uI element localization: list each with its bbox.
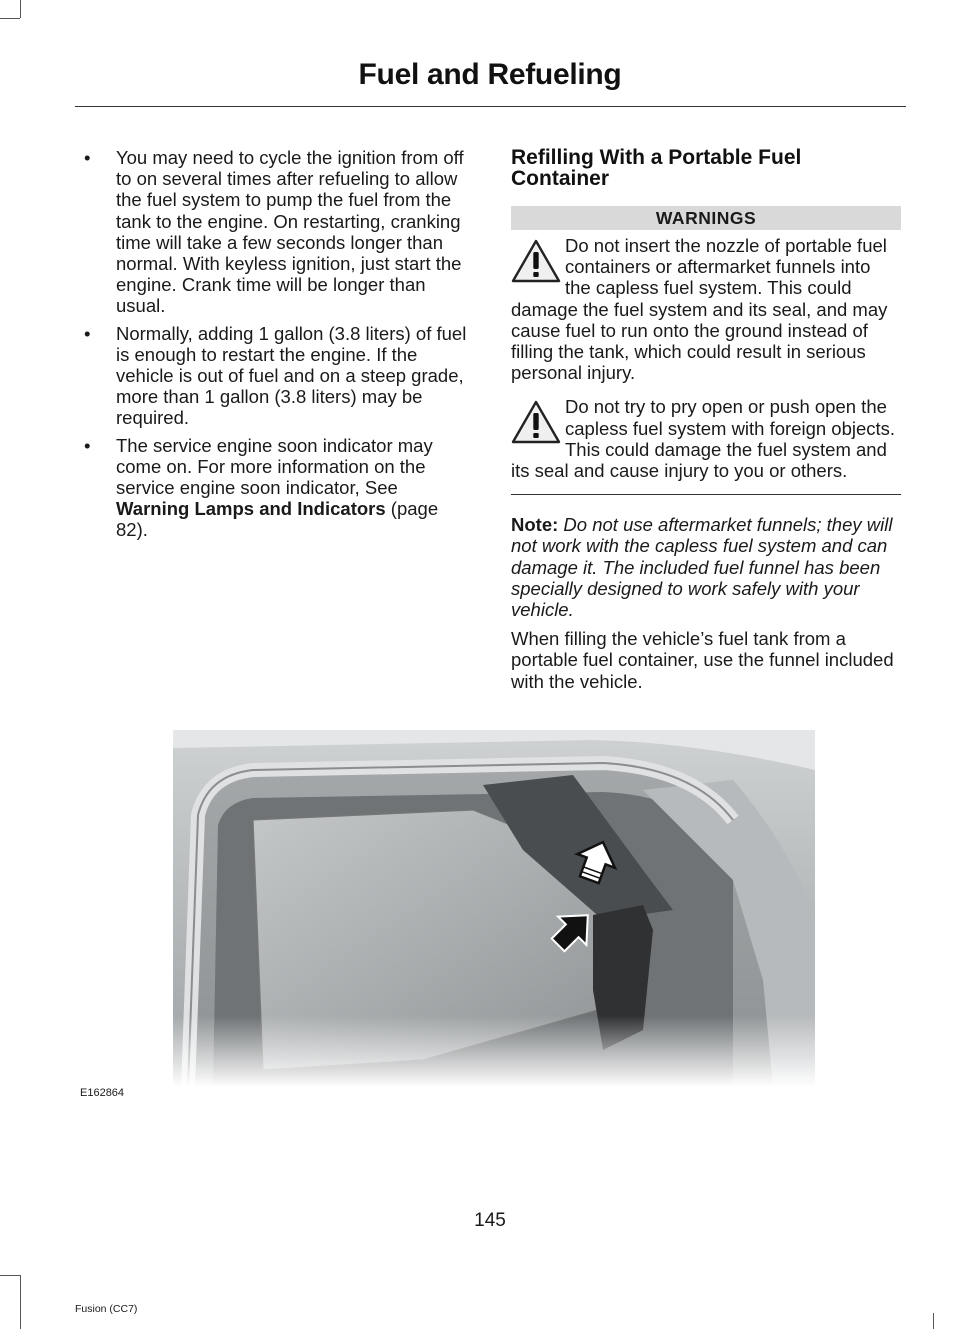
warning-block xyxy=(511,396,901,481)
warning-block xyxy=(511,235,901,383)
bullet-icon: • xyxy=(84,434,91,456)
crop-mark xyxy=(0,1275,20,1276)
right-column xyxy=(511,147,901,692)
body-paragraph: When filling the vehicle’s fuel tank from a portable fuel container, use the funnel included with the vehicle. xyxy=(511,628,894,692)
list-item-text: Normally, adding 1 gallon (3.8 liters) of fuel is enough to restart the engine. If the vehicle is out of fuel and on a steep grade, more than 1 gallon (3.8 liters) may be required. xyxy=(116,322,467,429)
bullet-icon: • xyxy=(84,147,91,168)
page-number: 145 xyxy=(474,1210,506,1231)
note xyxy=(511,514,901,620)
warning-triangle-icon xyxy=(511,400,561,444)
list-item xyxy=(75,147,475,317)
warnings-rule xyxy=(511,494,901,495)
crop-mark xyxy=(20,0,21,18)
page-title: Fuel and Refueling xyxy=(358,58,622,91)
list-item xyxy=(75,323,475,429)
figure-code: E162864 xyxy=(80,1087,125,1099)
page-reference: (page 82). xyxy=(116,498,439,541)
fuel-funnel-illustration xyxy=(173,730,815,1087)
warning-triangle-icon xyxy=(511,239,561,283)
warning-text: Do not try to pry open or push open the capless fuel system with foreign objects. This could damage the fuel system and its seal and cause injury to you or others. xyxy=(511,396,896,482)
cross-reference-link[interactable]: Warning Lamps and Indicators xyxy=(116,498,386,520)
title-rule xyxy=(75,106,906,107)
crop-mark xyxy=(0,18,20,19)
list-item-text: You may need to cycle the ignition from off to on several times after refueling to allow the fuel system to pump the fuel from the tank to the engine. On restarting, cranking time will take a few seconds longer than normal. With keyless ignition, just start the engine. Crank time will be longer than usual. xyxy=(116,147,464,317)
section-heading: Refilling With a Portable Fuel Container xyxy=(511,146,802,190)
bullet-icon: • xyxy=(84,322,91,344)
list-item xyxy=(75,435,475,541)
warnings-header: WARNINGS xyxy=(511,206,901,230)
crop-mark xyxy=(20,1275,21,1329)
list-item-text: The service engine soon indicator may come on. For more information on the service engine soon indicator, See xyxy=(116,434,433,499)
warning-text: Do not insert the nozzle of portable fuel containers or aftermarket funnels into the capless fuel system. This could damage the fuel system and its seal, and may cause fuel to run onto the ground instead of filling the tank, which could result in serious personal injury. xyxy=(511,235,888,384)
note-label: Note: xyxy=(511,514,559,536)
footer-model: Fusion (CC7) xyxy=(75,1303,138,1315)
crop-mark xyxy=(933,1313,934,1329)
note-text: Do not use aftermarket funnels; they will not work with the capless fuel system and can damage it. The included fuel funnel has been specially designed to work safely with your vehicle. xyxy=(511,514,893,621)
left-column xyxy=(75,147,475,547)
